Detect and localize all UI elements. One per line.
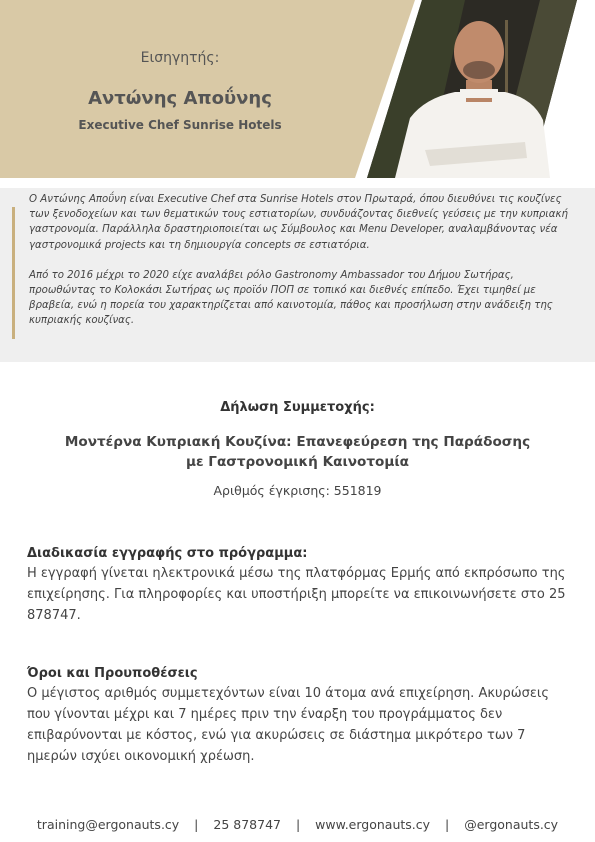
footer-phone[interactable]: 25 878747	[213, 817, 281, 832]
speaker-info	[60, 50, 300, 132]
chef-photo	[355, 0, 595, 178]
declaration-title: Δήλωση Συμμετοχής:	[220, 400, 375, 415]
biography-text	[29, 192, 581, 344]
biography-section	[0, 188, 595, 362]
footer-separator: |	[295, 817, 301, 832]
terms-text: Ο μέγιστος αριθμός συμμετεχόντων είναι 10 άτομα ανά επιχείρηση. Ακυρώσεις που γίνονται μέχρι και 7 ημέρες πριν την έναρξη του προγράμματος δεν επιβαρύνονται με κόστος, ενώ για ακυρώσεις σε διάστημα μικρότερο των 7 ημερών ισχύει οικονομική χρέωση.	[27, 686, 549, 764]
registration-heading: Διαδικασία εγγραφής στο πρόγραμμα:	[27, 546, 308, 561]
program-title-line-2: με Γαστρονομική Καινοτομία	[185, 454, 410, 470]
biography-paragraph-2: Από το 2016 μέχρι το 2020 είχε αναλάβει ρόλο Gastronomy Ambassador του Δήμου Σωτήρας, προωθώντας το Κολοκάσι Σωτήρας ως προϊόν ΠΟΠ σε τοπικό και διεθνές επίπεδο. Έχει τιμηθεί με βραβεία, ενώ η πορεία του χαρακτηρίζεται από καινοτομία, πάθος και προσήλωση στην ανάδειξη της κυπριακής κουζίνας.	[29, 269, 553, 327]
terms-section	[27, 666, 572, 767]
speaker-banner	[0, 0, 595, 178]
registration-section	[27, 546, 572, 626]
registration-text: Η εγγραφή γίνεται ηλεκτρονικά μέσω της πλατφόρμας Ερμής από εκπρόσωπο της επιχείρησης. Για πληροφορίες και υποστήριξη μπορείτε να επικοινωνήσετε στο 25 878747.	[27, 566, 566, 623]
footer-contacts	[0, 817, 595, 832]
approval-number: Αριθμός έγκρισης: 551819	[213, 483, 382, 498]
footer-website-link[interactable]: www.ergonauts.cy	[315, 817, 431, 832]
speaker-label: Εισηγητής:	[140, 50, 220, 66]
footer-email-link[interactable]: training@ergonauts.cy	[36, 817, 180, 832]
accent-bar	[12, 207, 15, 339]
footer-separator: |	[194, 817, 199, 832]
footer-separator: |	[445, 817, 450, 832]
biography-paragraph-1: Ο Αντώνης Αποΰνη είναι Executive Chef στα Sunrise Hotels στον Πρωταρά, όπου διευθύνει τις κουζίνες των ξενοδοχείων και των θεματικών τους εστιατορίων, συνδυάζοντας διεθνείς γεύσεις με την κυπριακή γαστρονομία. Παράλληλα δραστηριοποιείται ως Σύμβουλος και Menu Developer, αναλαμβάνοντας νέα γαστρονομικά projects και τη δημιουργία concepts σε εστιατόρια.	[29, 194, 568, 251]
speaker-role: Executive Chef Sunrise Hotels	[78, 118, 282, 132]
terms-heading: Όροι και Προυποθέσεις	[27, 666, 198, 681]
program-title	[0, 432, 595, 472]
footer-social-handle[interactable]: @ergonauts.cy	[464, 817, 559, 832]
speaker-name: Αντώνης Αποΰνης	[88, 88, 272, 109]
program-title-line-1: Μοντέρνα Κυπριακή Κουζίνα: Επανεφεύρεση της Παράδοσης	[64, 434, 531, 450]
